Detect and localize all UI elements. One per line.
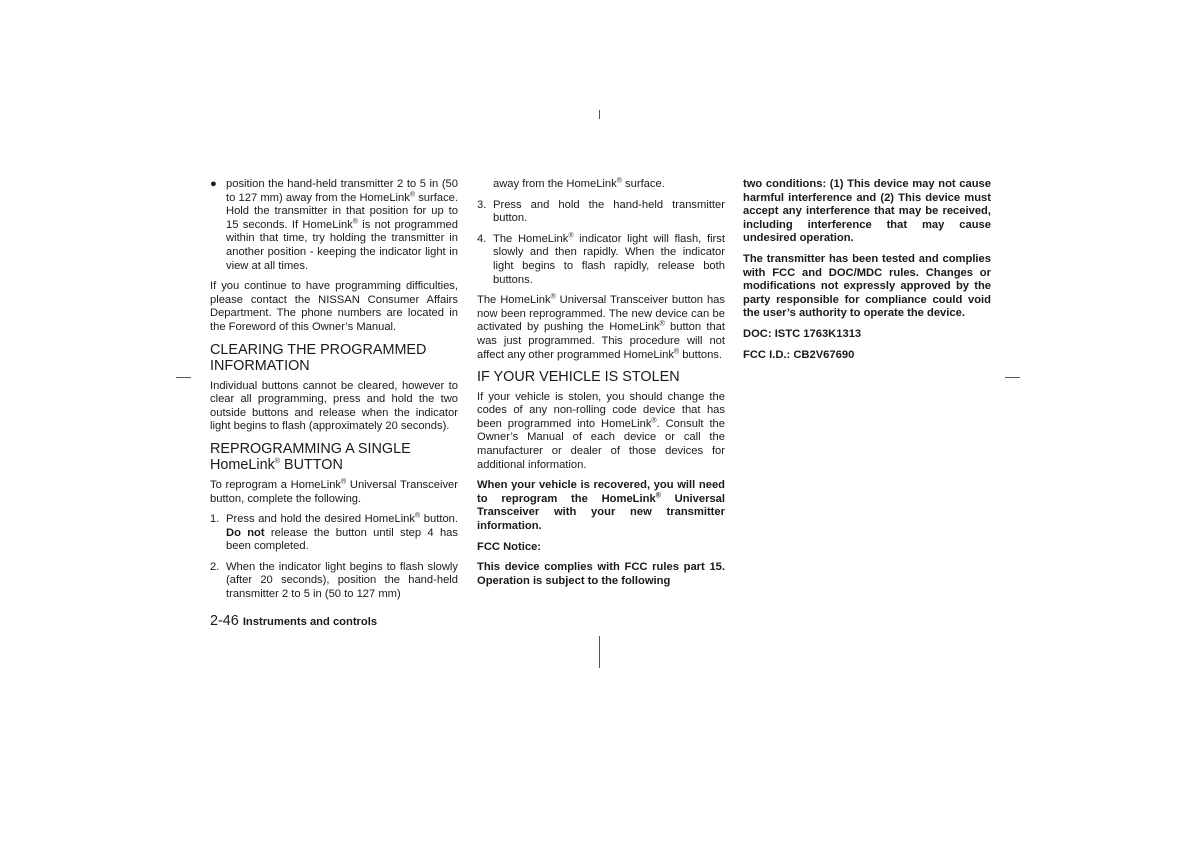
contact-paragraph: If you continue to have programming difficulties, please contact the NISSAN Consumer Affairs Department. The phone numbers are located in the Foreword of this Owner’s Manual. <box>210 280 458 333</box>
recovered-paragraph: When your vehicle is recovered, you will need to reprogram the HomeLink® Universal Transceiver with your new transmitter information. <box>477 479 725 532</box>
step-2: 2. When the indicator light begins to flash slowly (after 20 seconds), position the hand-held transmitter 2 to 5 in (50 to 127 mm) <box>210 560 458 601</box>
stolen-paragraph: If your vehicle is stolen, you should change the codes of any non-rolling code device that has been programmed into HomeLink®. Consult the Owner’s Manual of each device or call the manufacturer or dealer of those devices for additional information. <box>477 390 725 471</box>
column-right <box>743 178 991 369</box>
clearing-paragraph: Individual buttons cannot be cleared, however to clear all programming, press and hold the two outside buttons and release when the indicator light begins to flash (approximately 20 seconds). <box>210 379 458 433</box>
fcc-id: FCC I.D.: CB2V67690 <box>743 348 855 361</box>
step-4: 4. The HomeLink® indicator light will flash, first slowly and then rapidly. When the indicator light begins to flash rapidly, release both buttons. <box>477 232 725 286</box>
compliance-paragraph: The transmitter has been tested and complies with FCC and DOC/MDC rules. Changes or modifications not expressly approved by the party responsible for compliance could void the user’s authority to operate the device. <box>743 252 991 320</box>
right-side-mark <box>1005 377 1020 378</box>
heading-clearing: CLEARING THE PROGRAMMED INFORMATION <box>210 341 427 375</box>
step-2-continued: away from the HomeLink® surface. <box>493 177 665 190</box>
fcc-notice-text: This device complies with FCC rules part 15. Operation is subject to the following <box>477 561 725 587</box>
step-1: 1. Press and hold the desired HomeLink® button. Do not release the button until step 4 has been completed. <box>210 512 458 553</box>
column-left <box>210 178 458 609</box>
top-center-mark <box>599 110 600 119</box>
fcc-notice-label: FCC Notice: <box>477 540 542 553</box>
conditions-paragraph: two conditions: (1) This device may not cause harmful interference and (2) This device must accept any interference that may be received, including interference that may cause undesired operation. <box>743 178 991 245</box>
reprogrammed-paragraph: The HomeLink® Universal Transceiver button has now been reprogrammed. The new device can be activated by pushing the HomeLink® button that was just programmed. This procedure will not affect any other programmed HomeLink® buttons. <box>477 293 725 361</box>
left-side-mark <box>176 377 191 378</box>
step-3: 3. Press and hold the hand-held transmitter button. <box>477 198 725 225</box>
column-middle <box>477 178 725 595</box>
heading-reprogramming: REPROGRAMMING A SINGLE HomeLink® BUTTON <box>210 440 411 474</box>
reprogram-intro: To reprogram a HomeLink® Universal Transceiver button, complete the following. <box>210 478 458 505</box>
bullet-dot: ● <box>210 178 217 190</box>
heading-stolen: IF YOUR VEHICLE IS STOLEN <box>477 369 680 386</box>
bullet-item: ● position the hand-held transmitter 2 to 5 in (50 to 127 mm) away from the HomeLink® surface. Hold the transmitter in that position for up to 15 seconds. If HomeLink® is not programmed within that time, try holding the transmitter in another position - keeping the indicator light in view at all times. <box>210 178 459 272</box>
doc-number: DOC: ISTC 1763K1313 <box>743 327 862 340</box>
section-title: Instruments and controls <box>242 616 378 628</box>
page-number: 2-46 <box>210 613 239 629</box>
page-footer <box>210 612 377 630</box>
bottom-center-mark <box>599 636 600 668</box>
